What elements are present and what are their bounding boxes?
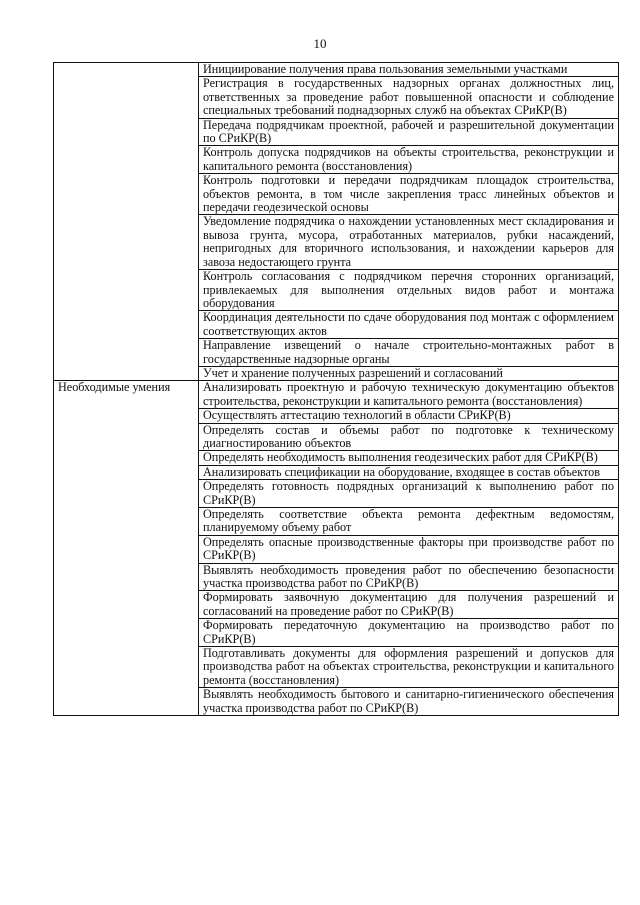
table-row bbox=[54, 381, 619, 409]
table-cell-text: Контроль подготовки и передачи подрядчикам площадок строительства, объектов ремонта, в том числе закрепления трасс линейных объектов и передачи геодезической основы bbox=[199, 174, 619, 215]
table-cell-text: Выявлять необходимость бытового и санитарно-гигиенического обеспечения участка производства работ по СРиКР(В) bbox=[199, 688, 619, 716]
table-cell-text: Учет и хранение полученных разрешений и согласований bbox=[199, 366, 619, 380]
table-cell-text: Направление извещений о начале строительно-монтажных работ в государственные надзорные органы bbox=[199, 339, 619, 367]
table-body bbox=[54, 63, 619, 716]
table-cell-text: Уведомление подрядчика о нахождении установленных мест складирования и вывоза грунта, мусора, отработанных материалов, рубки насаждений, непригодных для вторичного использования, и нахождении карьеров для завоза недостающего грунта bbox=[199, 215, 619, 270]
competency-table bbox=[53, 62, 619, 716]
table-cell-text: Инициирование получения права пользования земельными участками bbox=[199, 63, 619, 77]
table-cell-text: Координация деятельности по сдаче оборудования под монтаж с оформлением соответствующих актов bbox=[199, 311, 619, 339]
table-cell-text: Осуществлять аттестацию технологий в области СРиКР(В) bbox=[199, 409, 619, 423]
page-number: 10 bbox=[313, 36, 327, 51]
table-cell-text: Определять соответствие объекта ремонта дефектным ведомостям, планируемому объему работ bbox=[199, 508, 619, 536]
table-cell-text: Контроль согласования с подрядчиком перечня сторонних организаций, привлекаемых для выполнения отдельных видов работ и монтажа оборудования bbox=[199, 270, 619, 311]
table-cell-text: Контроль допуска подрядчиков на объекты строительства, реконструкции и капитального ремонта (восстановления) bbox=[199, 146, 619, 174]
table-cell-text: Определять состав и объемы работ по подготовке к техническому диагностированию объектов bbox=[199, 423, 619, 451]
table-cell-text: Определять необходимость выполнения геодезических работ для СРиКР(В) bbox=[199, 451, 619, 465]
table-cell-text: Выявлять необходимость проведения работ по обеспечению безопасности участка производства работ по СРиКР(В) bbox=[199, 563, 619, 591]
table-cell-text: Определять опасные производственные факторы при производстве работ по СРиКР(В) bbox=[199, 535, 619, 563]
table-row bbox=[54, 63, 619, 77]
table-cell-text: Формировать передаточную документацию на производство работ по СРиКР(В) bbox=[199, 619, 619, 647]
table-cell-text: Регистрация в государственных надзорных органах должностных лиц, ответственных за проведение работ повышенной опасности и соблюдение специальных требований поднадзорных служб на объектах СРиКР(В) bbox=[199, 77, 619, 118]
section-label bbox=[54, 63, 199, 381]
table-cell-text: Анализировать проектную и рабочую техническую документацию объектов строительства, реконструкции и капитального ремонта (восстановления) bbox=[199, 381, 619, 409]
table-cell-text: Подготавливать документы для оформления разрешений и допусков для производства работ на объектах строительства, реконструкции и капитального ремонта (восстановления) bbox=[199, 647, 619, 688]
table-cell-text: Передача подрядчикам проектной, рабочей и разрешительной документации по СРиКР(В) bbox=[199, 118, 619, 146]
table-cell-text: Формировать заявочную документацию для получения разрешений и согласований на проведение работ по СРиКР(В) bbox=[199, 591, 619, 619]
table-cell-text: Анализировать спецификации на оборудование, входящее в состав объектов bbox=[199, 465, 619, 479]
table-cell-text: Определять готовность подрядных организаций к выполнению работ по СРиКР(В) bbox=[199, 480, 619, 508]
section-label: Необходимые умения bbox=[54, 381, 199, 716]
